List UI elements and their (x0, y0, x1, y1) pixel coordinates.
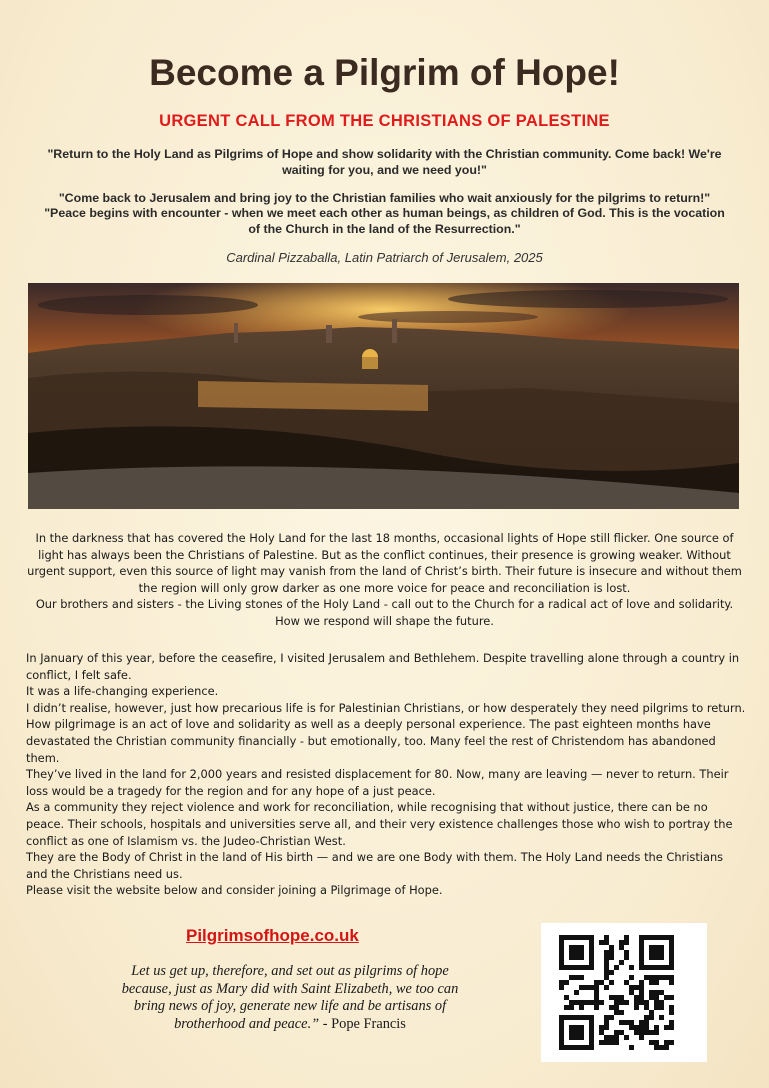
body-paragraph: As a community they reject violence and work for reconciliation, while recognising that without justice, there can be no peace. Their schools, hospitals and universities serve all, and their very existence challenges those who wish to portray the conflict as one of Islamism vs. the Judeo-Christian West. (26, 800, 733, 848)
intro-paragraph: Our brothers and sisters - the Living stones of the Holy Land - call out to the Church for a radical act of love and solidarity. How we respond will shape the future. (35, 597, 734, 628)
pope-quote-author: - Pope Francis (319, 1015, 406, 1032)
pope-francis-quote (110, 963, 470, 1033)
jerusalem-skyline-image (28, 283, 739, 509)
quote-peace: "Peace begins with encounter - when we meet each other as human beings, as children of God. This is the vocation of the Church in the land of the Resurrection." (44, 206, 725, 236)
quote-come-back: "Come back to Jerusalem and bring joy to the Christian families who wait anxiously for the pilgrims to return!" (58, 191, 711, 205)
body-text (26, 650, 746, 899)
quote-attribution: Cardinal Pizzaballa, Latin Patriarch of Jerusalem, 2025 (226, 250, 543, 265)
quote-return: "Return to the Holy Land as Pilgrims of Hope and show solidarity with the Christian community. Come back! We're waiting for you, and we need you!" (47, 147, 722, 177)
body-paragraph: They are the Body of Christ in the land of His birth — and we are one Body with them. The Holy Land needs the Christians and the Christians need us. (26, 850, 724, 881)
body-paragraph: They’ve lived in the land for 2,000 years and resisted displacement for 80. Now, many are leaving — never to return. Their loss would be a tragedy for the region and for any hope of a just peace. (26, 767, 729, 798)
qr-code[interactable] (541, 923, 707, 1062)
subtitle: URGENT CALL FROM THE CHRISTIANS OF PALESTINE (159, 112, 610, 130)
qr-code-icon (541, 923, 707, 1062)
website-link[interactable]: Pilgrimsofhope.co.uk (186, 926, 359, 945)
intro-text (22, 530, 747, 629)
pope-quote-text: Let us get up, therefore, and set out as pilgrims of hope because, just as Mary did with Saint Elizabeth, we too can bring news of joy, generate new life and be artisans of brotherhood and peace.” (121, 963, 459, 1032)
body-paragraph: Please visit the website below and consider joining a Pilgrimage of Hope. (26, 883, 443, 898)
body-paragraph: It was a life-changing experience. (26, 684, 219, 699)
intro-paragraph: In the darkness that has covered the Holy Land for the last 18 months, occasional lights of Hope still flicker. One source of light has always been the Christians of Palestine. But as the conflict continues, their presence is growing weaker. Without urgent support, even this source of light may vanish from the land of Christ’s birth. Their future is insecure and without them the region will only grow darker as one more voice for peace and reconciliation is lost. (27, 531, 742, 595)
body-paragraph: I didn’t realise, however, just how precarious life is for Palestinian Christians, or how desperately they need pilgrims to return. How pilgrimage is an act of love and solidarity as well as a deeply personal experience. The past eighteen months have devastated the Christian community financially - but emotionally, too. Many feel the rest of Christendom has abandoned them. (26, 700, 746, 765)
page-title: Become a Pilgrim of Hope! (149, 52, 620, 93)
body-paragraph: In January of this year, before the ceasefire, I visited Jerusalem and Bethlehem. Despite travelling alone through a country in conflict, I felt safe. (26, 651, 740, 682)
jerusalem-photo (28, 283, 739, 509)
